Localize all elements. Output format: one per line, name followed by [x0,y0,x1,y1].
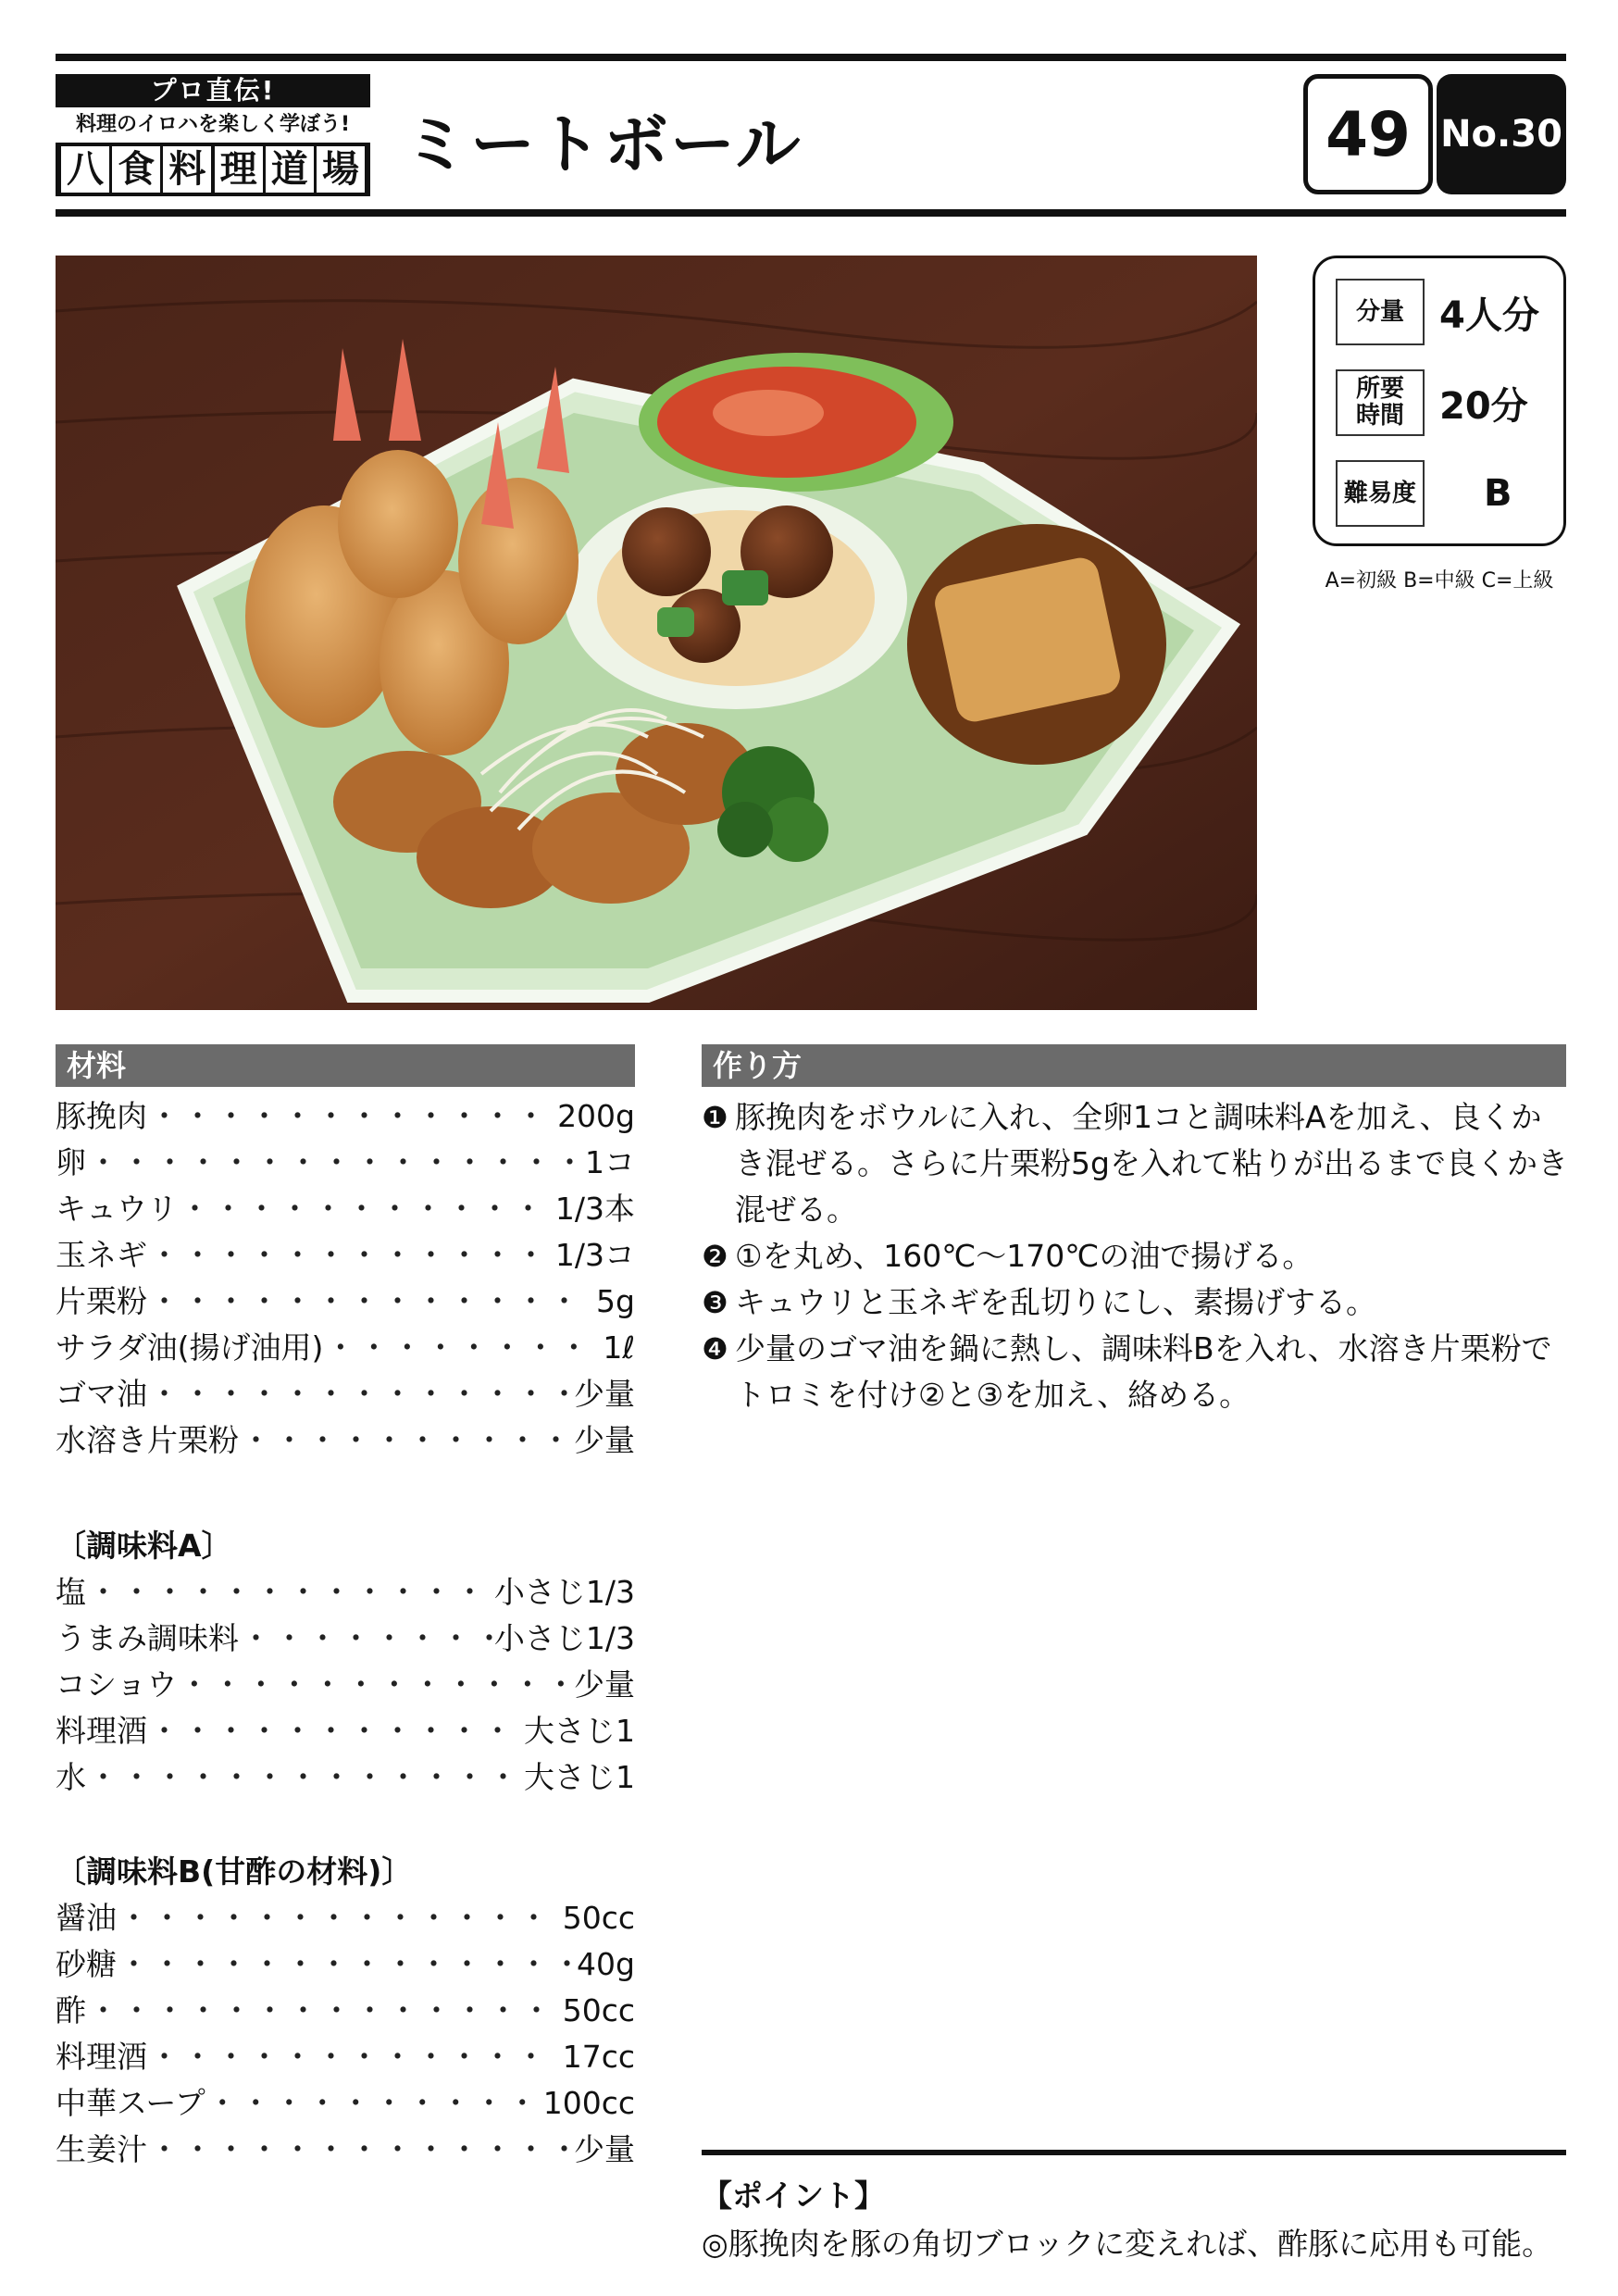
leader-dots [118,1940,575,1984]
leader-dots [207,2079,541,2123]
ingredient-amount: 大さじ1 [524,1713,635,1749]
logo-char: 理 [215,146,263,193]
leader-dots [180,1185,554,1229]
point-rule [702,2150,1566,2155]
ingredient-name: 酢 [56,1992,86,2028]
ingredient-amount: 5g [596,1283,635,1319]
ingredient-amount: 少量 [574,1376,635,1412]
leader-dots [149,1370,572,1414]
ingredient-name: うまみ調味料 [56,1620,239,1656]
point-heading: 【ポイント】 [702,2177,885,2214]
method-heading: 作り方 [702,1044,1566,1087]
ingredient-row [56,1139,635,1185]
ingredient-amount: 少量 [574,1666,635,1703]
difficulty-label: 難易度 [1336,460,1425,527]
difficulty-legend: A=初級 B=中級 C=上級 [1325,569,1554,593]
sauce-a-list [56,1568,635,1800]
ingredient-name: 玉ネギ [56,1237,147,1273]
method-step [702,1326,1572,1418]
ingredient-name: 片栗粉 [56,1283,147,1319]
ingredient-name: キュウリ [56,1191,178,1227]
ingredient-amount: 1ℓ [603,1329,635,1366]
method-step [702,1094,1572,1233]
leader-dots [241,1615,492,1658]
step-number: ❹ [702,1331,728,1366]
logo-subtitle: 料理のイロハを楽しく学ぼう! [75,113,351,136]
servings-value: 4人分 [1439,293,1539,337]
sauce-b-heading: 〔調味料B(甘酢の材料)〕 [56,1853,413,1890]
ingredient-name: 砂糖 [56,1946,117,1982]
main-ingredients-list [56,1092,635,1463]
ingredient-row [56,1753,635,1800]
leader-dots [118,1894,561,1938]
ingredient-row [56,1370,635,1416]
leader-dots [149,1092,555,1136]
step-text: キュウリと玉ネギを乱切りにし、素揚げする。 [735,1284,1376,1320]
recipe-info-box [1313,256,1566,546]
ingredient-name: 豚挽肉 [56,1098,147,1134]
ingredient-name: 料理酒 [56,2039,147,2075]
logo-char: 八 [61,146,109,193]
ingredient-name: 醤油 [56,1900,117,1936]
ingredient-name: 中華スープ [56,2085,205,2121]
ingredient-name: ゴマ油 [56,1376,147,1412]
time-label [1336,369,1425,436]
difficulty-value: B [1484,472,1512,515]
food-photo [56,256,1257,1010]
ingredient-amount: 200g [557,1098,635,1134]
materials-heading: 材料 [56,1044,635,1087]
leader-dots [149,1231,554,1275]
ingredient-name: 料理酒 [56,1713,147,1749]
ingredient-row [56,1278,635,1324]
ingredient-row [56,2126,635,2172]
ingredient-amount: 少量 [574,1422,635,1458]
step-number: ❸ [702,1285,728,1320]
leader-dots [241,1416,572,1460]
ingredient-row [56,1940,635,1987]
ingredient-amount: 少量 [574,2131,635,2167]
ingredient-amount: 100cc [542,2085,635,2121]
leader-dots [88,1753,522,1797]
step-text: ①を丸め、160℃〜170℃の油で揚げる。 [735,1238,1313,1274]
difficulty-row [1336,460,1558,529]
method-step [702,1279,1572,1326]
leader-dots [88,1139,583,1182]
time-label-text: 所要時間 [1355,375,1404,430]
logo-tagline: プロ直伝! [56,74,370,107]
ingredient-row [56,1231,635,1278]
ingredient-amount: 小さじ1/3 [493,1620,635,1656]
leader-dots [88,1987,561,2030]
sauce-b-list [56,1894,635,2172]
header-bottom-rule [56,209,1566,217]
ingredient-amount: 50cc [562,1992,635,2028]
page-title: ミートボール [404,106,803,182]
ingredient-name: 塩 [56,1574,86,1610]
ingredient-row [56,2033,635,2079]
ingredient-amount: 1/3コ [554,1237,635,1273]
leader-dots [149,2126,572,2169]
step-text: 豚挽肉をボウルに入れ、全卵1コと調味料Aを加え、良くかき混ぜる。さらに片栗粉5gを入れて粘りが出るまで良くかき混ぜる。 [735,1099,1568,1228]
ingredient-name: 卵 [56,1144,86,1180]
ingredient-row [56,1568,635,1615]
ingredient-amount: 50cc [562,1900,635,1936]
ingredient-row [56,1987,635,2033]
logo-nameplate [56,143,370,196]
step-number: ❶ [702,1100,728,1135]
ingredient-row [56,1894,635,1940]
method-steps [702,1094,1572,1418]
ingredient-name: サラダ油(揚げ油用) [56,1329,324,1366]
leader-dots [149,1278,594,1321]
method-step [702,1233,1572,1279]
servings-label: 分量 [1336,279,1425,345]
header-top-rule [56,54,1566,61]
ingredient-amount: 大さじ1 [524,1759,635,1795]
ingredient-row [56,1416,635,1463]
ingredient-amount: 17cc [562,2039,635,2075]
ingredient-amount: 1コ [585,1144,635,1180]
step-text: 少量のゴマ油を鍋に熱し、調味料Bを入れ、水溶き片栗粉でトロミを付け②と③を加え、絡める。 [735,1330,1552,1413]
step-number: ❷ [702,1239,728,1274]
leader-dots [325,1324,601,1367]
time-value: 20分 [1439,384,1528,428]
ingredient-row [56,1707,635,1753]
ingredient-amount: 1/3本 [554,1191,635,1227]
logo-char: 場 [317,146,365,193]
ingredient-name: 水溶き片栗粉 [56,1422,239,1458]
ingredient-row [56,2079,635,2126]
leader-dots [88,1568,492,1612]
time-row [1336,369,1558,438]
leader-dots [149,1707,522,1751]
ingredient-row [56,1185,635,1231]
ingredient-row [56,1324,635,1370]
ingredient-amount: 40g [577,1946,635,1982]
servings-row [1336,279,1558,347]
logo [56,74,370,196]
leader-dots [179,1661,572,1704]
ingredient-name: 水 [56,1759,86,1795]
recipe-number: No.30 [1437,74,1566,194]
ingredient-name: 生姜汁 [56,2131,147,2167]
ingredient-amount: 小さじ1/3 [493,1574,635,1610]
sauce-a-heading: 〔調味料A〕 [56,1528,232,1564]
logo-char: 食 [112,146,160,193]
ingredient-row [56,1092,635,1139]
ingredient-name: コショウ [56,1666,178,1703]
logo-char: 道 [266,146,314,193]
page-number: 49 [1303,74,1433,194]
ingredient-row [56,1661,635,1707]
leader-dots [149,2033,561,2077]
logo-char: 料 [163,146,211,193]
ingredient-row [56,1615,635,1661]
point-text: ◎豚挽肉を豚の角切ブロックに変えれば、酢豚に応用も可能。 [702,2226,1553,2262]
